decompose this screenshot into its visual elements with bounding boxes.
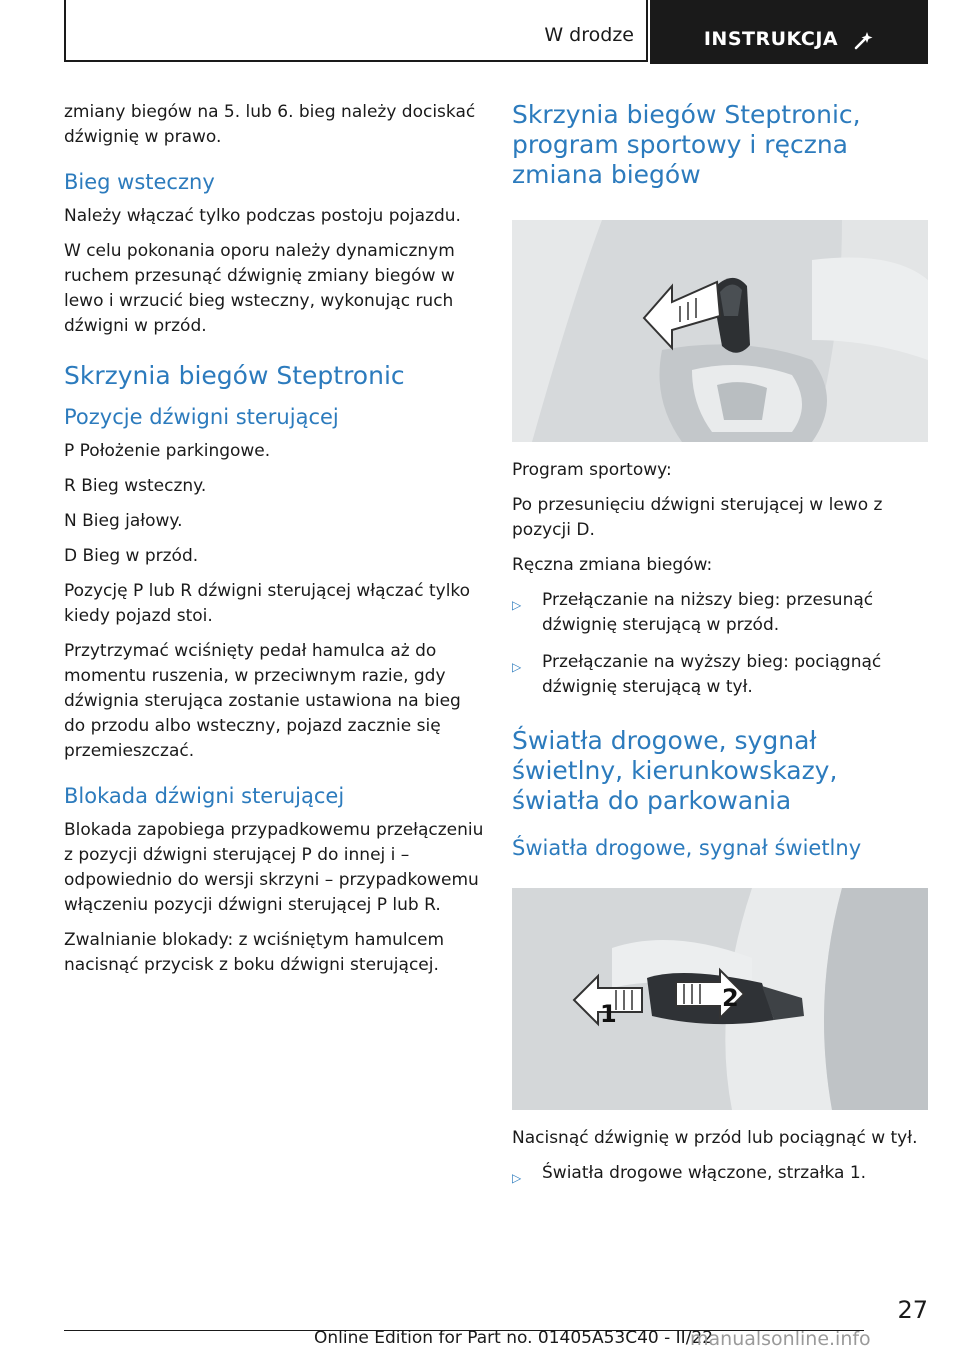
header-tabs [64,0,928,66]
sport-description: Po przesunięciu dźwigni sterującej w lewo z pozycji D. [512,495,883,540]
position-d: D Bieg w przód. [64,546,199,566]
brake-paragraph: Przytrzymać wciśnięty pedał hamulca aż do momentu ruszenia, w przeciwnym razie, gdy dźwignia sterująca zostanie ustawiona na bieg do przodu albo wsteczny, pojazd zacznie się przemieszczać. [64,641,461,761]
unlock-paragraph: Zwalnianie blokady: z wciśniętym hamulcem nacisnąć przycisk z boku dźwigni sterującej. [64,930,445,975]
bullet-triangle-icon: ▷ [512,598,522,612]
high-beam-list [512,1161,932,1186]
intro-paragraph: zmiany biegów na 5. lub 6. bieg należy dociskać dźwignię w prawo. [64,102,476,147]
edition-footer: Online Edition for Part no. 01405A53C40 - II/22 [314,1328,714,1348]
heading-lever-positions: Pozycje dźwigni sterującej [64,405,339,429]
instructions-tab-label: INSTRUKCJA [703,28,839,50]
bullet-triangle-icon: ▷ [512,660,522,674]
page-number: 27 [897,1296,928,1324]
list-item-text: Przełączanie na wyższy bieg: pociągnąć dźwignię sterującą w tył. [542,652,882,697]
reverse-paragraph-2: W celu pokonania oporu należy dynamicznym ruchem przesunąć dźwignię zmiany biegów w lewo i wrzucić bieg wsteczny, wykonując ruch dźwigni w przód. [64,241,455,336]
position-n: N Bieg jałowy. [64,511,183,531]
arrow-label-2: 2 [722,984,739,1012]
heading-reverse-gear: Bieg wsteczny [64,170,215,194]
right-column [512,100,932,1198]
heading-lights: Światła drogowe, sygnał świetlny, kierunkowskazy, światła do parkowania [512,726,838,815]
arrow-label-1: 1 [600,1000,617,1028]
press-paragraph: Nacisnąć dźwignię w przód lub pociągnąć w tył. [512,1128,918,1148]
list-item-text: Przełączanie na niższy bieg: przesunąć dźwignię sterującą w przód. [542,590,874,635]
heading-high-beam: Światła drogowe, sygnał świetlny [512,836,862,860]
heading-steptronic: Skrzynia biegów Steptronic [64,361,405,390]
turn-signal-stalk-photo [512,888,928,1110]
heading-sport-program: Skrzynia biegów Steptronic, program sportowy i ręczna zmiana biegów [512,100,861,189]
section-tab[interactable] [64,0,648,62]
pr-paragraph: Pozycję P lub R dźwigni sterującej włączać tylko kiedy pojazd stoi. [64,581,471,626]
sport-label: Program sportowy: [512,460,672,480]
watermark: manualsonline.info [690,1328,871,1350]
manual-label: Ręczna zmiana biegów: [512,555,713,575]
reverse-paragraph-1: Należy włączać tylko podczas postoju pojazdu. [64,206,461,226]
heading-lever-lock: Blokada dźwigni sterującej [64,784,345,808]
list-item [512,1161,932,1186]
list-item [512,588,932,638]
manual-shift-list [512,588,932,700]
list-item [512,650,932,700]
lock-paragraph: Blokada zapobiega przypadkowemu przełączeniu z pozycji dźwigni sterującej P do innej i – odpowiednio do wersji skrzyni – przypadkowemu włączeniu pozycji dźwigni sterującej P lub R. [64,820,484,915]
left-column [64,100,484,988]
wand-sparkle-icon [852,30,874,52]
position-p: P Położenie parkingowe. [64,441,271,461]
position-r: R Bieg wsteczny. [64,476,207,496]
list-item-text: Światła drogowe włączone, strzałka 1. [542,1163,867,1183]
instructions-tab[interactable] [650,0,928,64]
section-tab-label: W drodze [544,24,634,46]
gear-selector-photo [512,220,928,442]
bullet-triangle-icon: ▷ [512,1171,522,1185]
